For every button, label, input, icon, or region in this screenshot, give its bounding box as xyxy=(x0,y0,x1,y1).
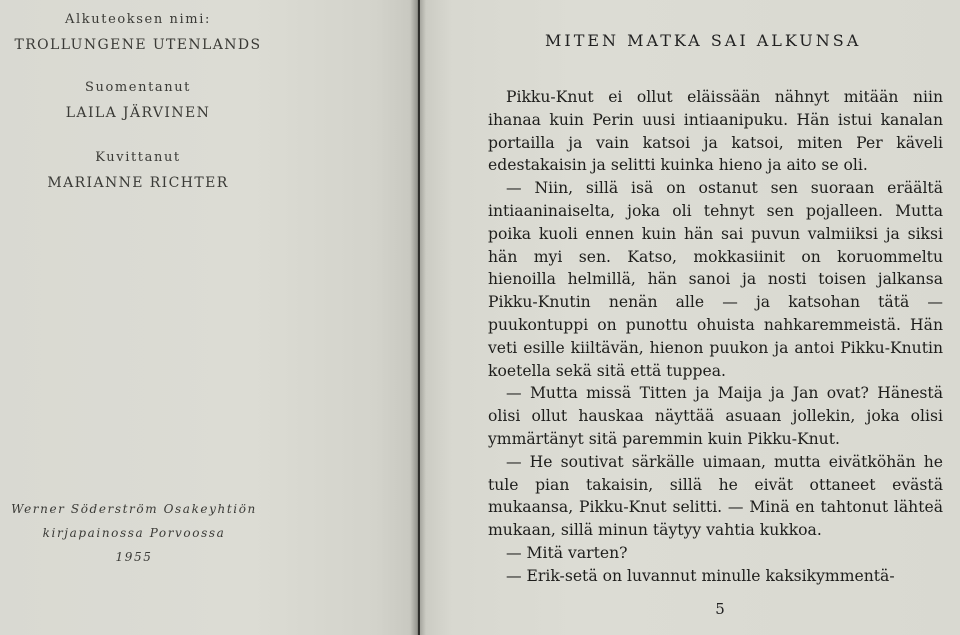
printer-imprint xyxy=(0,497,268,569)
page-number: 5 xyxy=(715,600,725,618)
illustrator-block xyxy=(0,150,276,191)
original-title-block xyxy=(0,12,276,53)
paragraph: — Erik-setä on luvannut minulle kaksikymmentä- xyxy=(506,566,895,585)
original-title: TROLLUNGENE UTENLANDS xyxy=(14,37,262,53)
illustrator-label: Kuvittanut xyxy=(95,150,181,165)
translator-name: LAILA JÄRVINEN xyxy=(65,105,211,121)
chapter-title: MITEN MATKA SAI ALKUNSA xyxy=(545,31,862,50)
paragraph: — Mutta missä Titten ja Maija ja Jan ovat? Hänestä olisi ollut hauskaa näyttää asuaan jollekin, joka olisi ymmärtänyt sitä paremmin kuin Pikku-Knut. xyxy=(488,384,943,448)
paragraph: — Niin, sillä isä on ostanut sen suoraan eräältä intiaaninaiselta, joka oli tehnyt sen pojalleen. Mutta poika kuoli ennen kuin hän sai puvun valmiiksi ja siksi hän myi sen. Katso, mokkasiinit on koruommeltu hienoilla helmillä, hän sanoi ja nosti toisen jalkansa Pikku-Knutin nenän alle — ja katsohan tätä — puukontuppi on punottu ohuista nahkaremmeistä. Hän veti esille kiiltävän, hienon puukon ja antoi Pikku-Knutin koetella sekä sitä että tuppea. xyxy=(488,179,943,380)
original-title-label: Alkuteoksen nimi: xyxy=(65,12,211,27)
print-year: 1955 xyxy=(115,550,153,564)
printer-line-2: kirjapainossa Porvoossa xyxy=(42,526,226,540)
paragraph: Pikku-Knut ei ollut eläissään nähnyt mitään niin ihanaa kuin Perin uusi intiaanipuku. Hän istui kanalan portailla ja vain katsoi ja katsoi, miten Per käveli edestakaisin ja selitti kuinka hieno ja aito se oli. xyxy=(488,88,943,175)
illustrator-name: MARIANNE RICHTER xyxy=(47,175,229,191)
chapter-body xyxy=(488,86,943,588)
translator-label: Suomentanut xyxy=(84,80,192,95)
paragraph: — Mitä varten? xyxy=(506,543,628,562)
printer-line-1: Werner Söderström Osakeyhtiön xyxy=(11,502,257,516)
translator-block xyxy=(0,80,276,121)
paragraph: — He soutivat särkälle uimaan, mutta eivätköhän he tule pian takaisin, sillä he eivät ottaneet evästä mukaansa, Pikku-Knut selitti. — Minä en tahtonut lähteä mukaan, sillä minun täytyy vahtia kukkoa. xyxy=(488,452,943,540)
left-page xyxy=(0,0,418,635)
